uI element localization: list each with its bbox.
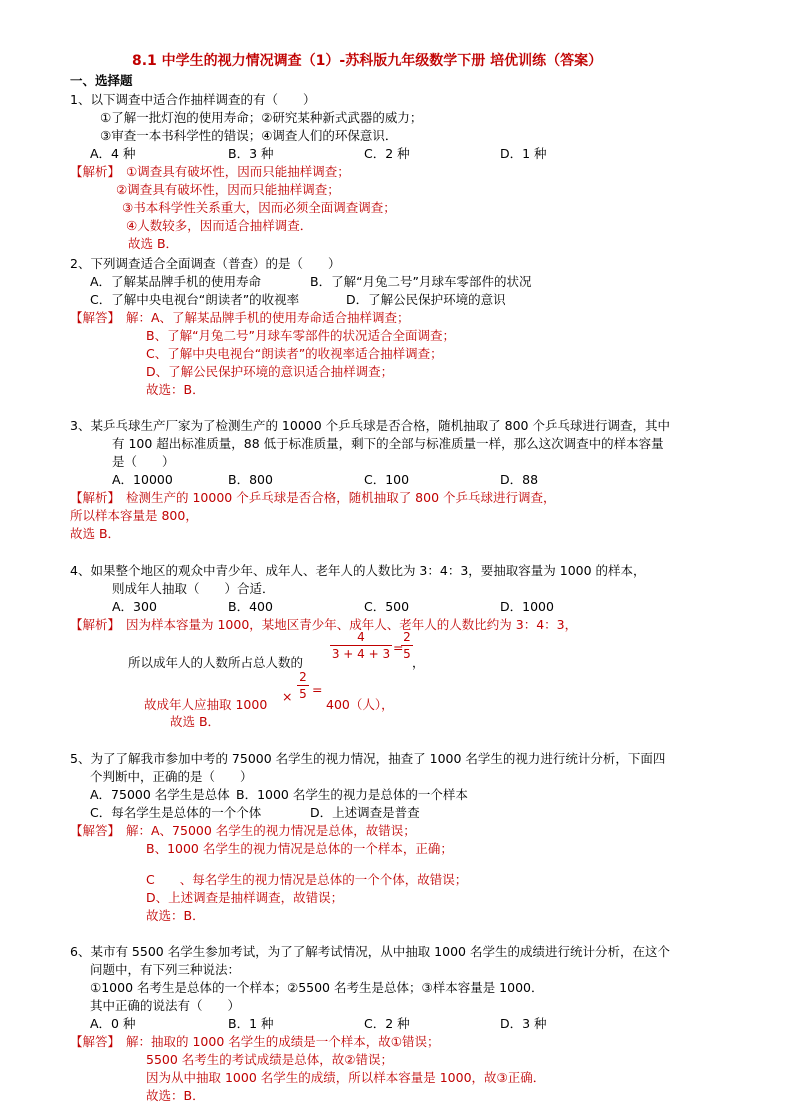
q6-stem-line4: 其中正确的说法有（ ） [90, 998, 241, 1013]
q6-answer-line2: 5500 名考生的考试成绩是总体，故②错误； [146, 1052, 393, 1067]
q1-analysis-line3: ③书本科学性关系重大，因而必须全面调查调查； [122, 200, 396, 215]
q2-option-c: C．了解中央电视台“朗读者”的收视率 [90, 292, 300, 307]
q2-answer-tag: 【解答】 [70, 310, 121, 325]
q6-answer-tag: 【解答】 [70, 1034, 121, 1049]
q4-line2-comma: ， [412, 655, 425, 670]
fraction-bar [330, 645, 392, 646]
q5-answer-line4: D、上述调查是抽样调查，故错误； [146, 890, 344, 905]
q6-option-d: D．3 种 [500, 1016, 547, 1031]
q3-analysis-tag: 【解析】 [70, 490, 121, 505]
q2-answer-line3: C、了解中央电视台“朗读者”的收视率适合抽样调查； [146, 346, 443, 361]
q3-stem-line2: 有 100 超出标准质量，88 低于标准质量，剩下的全部与标准质量一样，那么这次调查中的样本容量 [112, 436, 664, 451]
q3-option-d: D．88 [500, 472, 539, 487]
q5-answer-tag: 【解答】 [70, 823, 121, 838]
q3-option-c: C．100 [364, 472, 410, 487]
q4-option-a: A．300 [112, 599, 157, 614]
fraction-2-over-5-b [297, 670, 309, 701]
q5-stem-line1: 5、为了了解我市参加中考的 75000 名学生的视力情况，抽查了 1000 名学生的视力进行统计分析，下面四 [70, 751, 666, 766]
q1-conclusion: 故选 B． [128, 236, 179, 251]
q4-option-c: C．500 [364, 599, 410, 614]
q5-option-d: D．上述调查是普查 [310, 805, 420, 820]
q4-analysis-line3: 故成年人应抽取 1000 [144, 697, 268, 712]
q3-stem-line3: 是（ ） [112, 454, 175, 469]
q3-option-b: B．800 [228, 472, 273, 487]
q2-option-d: D．了解公民保护环境的意识 [346, 292, 506, 307]
q2-option-b: B．了解“月兔二号”月球车零部件的状况 [310, 274, 532, 289]
equals-sign: = [393, 640, 404, 655]
q3-conclusion: 故选 B． [70, 526, 121, 541]
q6-option-b: B．1 种 [228, 1016, 274, 1031]
q1-analysis-line1: ①调查具有破坏性，因而只能抽样调查； [126, 164, 350, 179]
fraction-4-over-sum [330, 630, 392, 661]
q5-answer-line2: B、1000 名学生的视力情况是总体的一个样本，正确； [146, 841, 453, 856]
q4-stem-line2: 则成年人抽取（ ）合适． [112, 581, 275, 596]
q1-option-b: B．3 种 [228, 146, 274, 161]
q6-stem-line3: ①1000 名考生是总体的一个样本；②5500 名考生是总体；③样本容量是 1000． [90, 980, 544, 995]
q5-option-a: A．75000 名学生是总体 [90, 787, 230, 802]
fraction-numerator: 4 [357, 630, 365, 644]
q5-conclusion: 故选：B． [146, 908, 205, 923]
q4-result: 400（人）， [326, 697, 394, 712]
q6-option-c: C．2 种 [364, 1016, 410, 1031]
q2-answer-line1: 解：A、了解某品牌手机的使用寿命适合抽样调查； [126, 310, 410, 325]
q1-stem: 1、以下调查中适合作抽样调查的有（ ） [70, 92, 316, 107]
fraction-numerator: 2 [403, 630, 411, 644]
q5-option-b: B．1000 名学生的视力是总体的一个样本 [236, 787, 468, 802]
q1-option-c: C．2 种 [364, 146, 410, 161]
q4-analysis-line1: 因为样本容量为 1000，某地区青少年、成年人、老年人的人数比约为 3：4：3， [126, 617, 578, 632]
q4-option-d: D．1000 [500, 599, 554, 614]
q5-stem-line2: 个判断中，正确的是（ ） [90, 769, 253, 784]
q1-analysis-tag: 【解析】 [70, 164, 121, 179]
q3-analysis-line2: 所以样本容量是 800， [70, 508, 198, 523]
q4-analysis-tag: 【解析】 [70, 617, 121, 632]
equals-sign-2: = [312, 682, 323, 697]
q1-option-a: A．4 种 [90, 146, 136, 161]
fraction-denominator: 5 [299, 687, 307, 701]
q3-option-a: A．10000 [112, 472, 173, 487]
q4-conclusion: 故选 B． [170, 714, 221, 729]
q2-answer-line4: D、了解公民保护环境的意识适合抽样调查； [146, 364, 394, 379]
fraction-denominator: 3 + 4 + 3 [331, 647, 391, 661]
q2-option-a: A．了解某品牌手机的使用寿命 [90, 274, 262, 289]
page-title: 8.1 中学生的视力情况调查（1）-苏科版九年级数学下册 培优训练（答案） [132, 53, 603, 69]
q6-answer-line3: 因为从中抽取 1000 名学生的成绩，所以样本容量是 1000，故③正确． [146, 1070, 546, 1085]
times-sign: × [282, 689, 293, 704]
q6-stem-line1: 6、某市有 5500 名学生参加考试，为了了解考试情况，从中抽取 1000 名学生的成绩进行统计分析，在这个 [70, 944, 670, 959]
q4-stem-line1: 4、如果整个地区的观众中青少年、成年人、老年人的人数比为 3：4：3，要抽取容量为 1000 的样本， [70, 563, 646, 578]
q6-stem-line2: 问题中，有下列三种说法： [90, 962, 241, 977]
fraction-numerator: 2 [299, 670, 307, 684]
q4-option-b: B．400 [228, 599, 273, 614]
q1-analysis-line2: ②调查具有破坏性，因而只能抽样调查； [116, 182, 340, 197]
q2-conclusion: 故选：B． [146, 382, 205, 397]
q1-analysis-line4: ④人数较多，因而适合抽样调查． [126, 218, 313, 233]
q1-line2: ③审查一本书科学性的错误；④调查人们的环保意识． [100, 128, 398, 143]
q2-answer-line2: B、了解“月兔二号”月球车零部件的状况适合全面调查； [146, 328, 456, 343]
q6-answer-line1: 解：抽取的 1000 名学生的成绩是一个样本，故①错误； [126, 1034, 440, 1049]
section-heading: 一、选择题 [70, 73, 133, 88]
q6-conclusion: 故选：B． [146, 1088, 205, 1103]
q2-stem: 2、下列调查适合全面调查（普查）的是（ ） [70, 256, 341, 271]
fraction-bar [401, 645, 413, 646]
q1-line1: ①了解一批灯泡的使用寿命；②研究某种新式武器的威力； [100, 110, 423, 125]
fraction-denominator: 5 [403, 647, 411, 661]
q3-analysis-line1: 检测生产的 10000 个乒乓球是否合格，随机抽取了 800 个乒乓球进行调查， [126, 490, 556, 505]
q6-option-a: A．0 种 [90, 1016, 136, 1031]
q5-option-c: C．每名学生是总体的一个个体 [90, 805, 262, 820]
fraction-bar [297, 685, 309, 686]
q5-answer-line3: C 、每名学生的视力情况是总体的一个个体，故错误； [146, 872, 468, 887]
q1-option-d: D．1 种 [500, 146, 547, 161]
q5-answer-line1: 解：A、75000 名学生的视力情况是总体，故错误； [126, 823, 416, 838]
q3-stem-line1: 3、某乒乓球生产厂家为了检测生产的 10000 个乒乓球是否合格，随机抽取了 800 个乒乓球进行调查，其中 [70, 418, 670, 433]
q4-analysis-line2: 所以成年人的人数所占总人数的 [128, 655, 304, 670]
